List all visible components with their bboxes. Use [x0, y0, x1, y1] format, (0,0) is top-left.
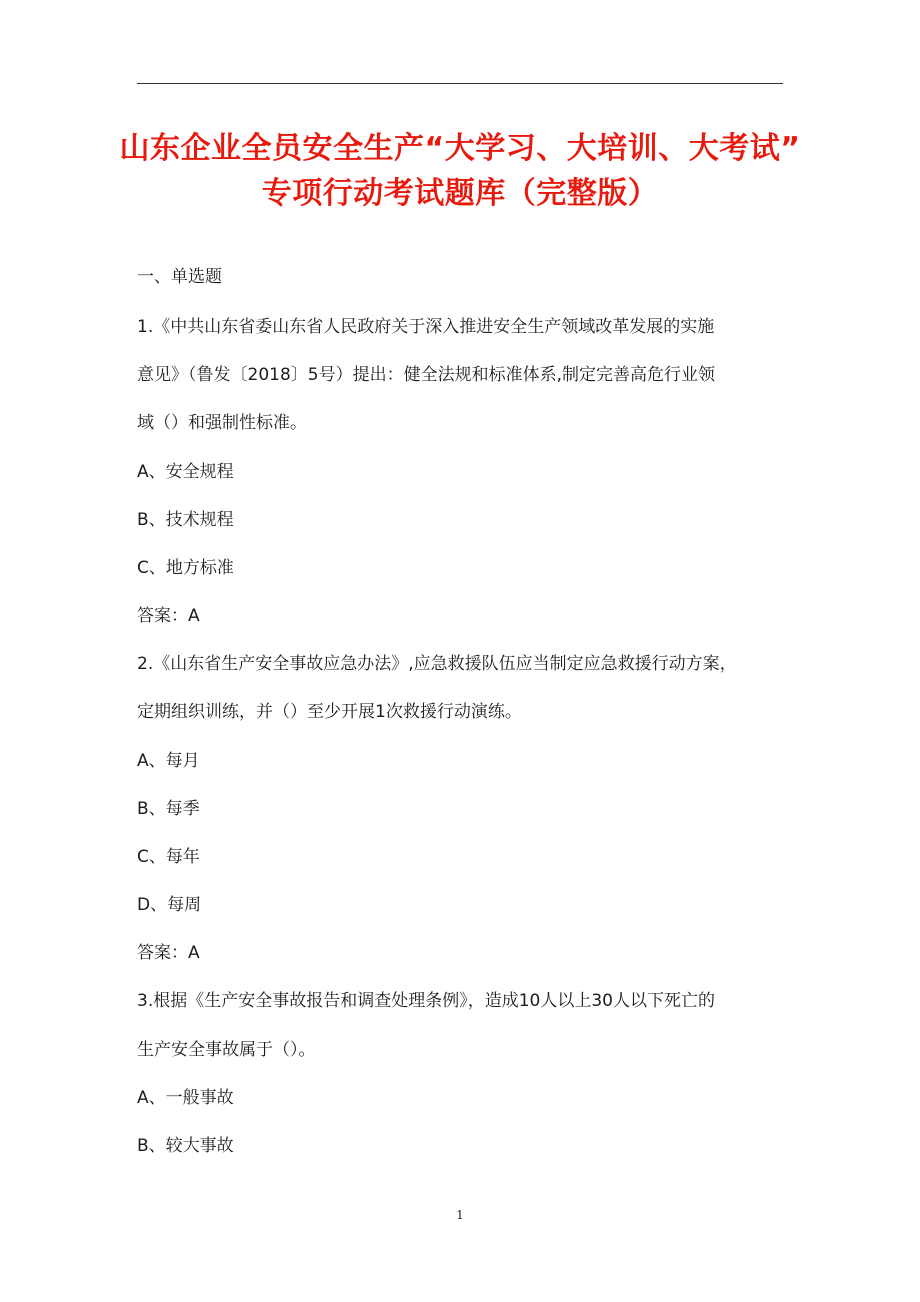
question-1-stem-line-1: 1.《中共山东省委山东省人民政府关于深入推进安全生产领域改革发展的实施 [137, 317, 715, 337]
question-1-stem-line-3: 域（）和强制性标准。 [137, 413, 307, 433]
question-2-option-b: B、每季 [137, 799, 200, 819]
question-3-stem-line-1: 3.根据《生产安全事故报告和调查处理条例》，造成10人以上30人以下死亡的 [137, 991, 715, 1011]
document-title-line-2: 专项行动考试题库（完整版） [261, 176, 659, 211]
section-heading: 一、单选题 [137, 267, 222, 287]
question-2-option-d: D、每周 [137, 895, 202, 915]
question-1-option-b: B、技术规程 [137, 510, 234, 530]
document-title-line-1: 山东企业全员安全生产“大学习、大培训、大考试” [119, 131, 801, 166]
question-2-stem-line-2: 定期组织训练，并（）至少开展1次救援行动演练。 [137, 702, 522, 722]
question-1-option-a: A、安全规程 [137, 462, 234, 482]
question-2-answer: 答案：A [137, 943, 200, 963]
question-3-option-a: A、一般事故 [137, 1088, 234, 1108]
question-1-stem-line-2: 意见》（鲁发〔2018〕5号）提出：健全法规和标准体系,制定完善高危行业领 [137, 365, 715, 385]
question-2-option-c: C、每年 [137, 847, 200, 867]
header-rule [137, 83, 783, 84]
question-2-stem-line-1: 2.《山东省生产安全事故应急办法》,应急救援队伍应当制定应急救援行动方案， [137, 654, 737, 674]
question-2-option-a: A、每月 [137, 751, 200, 771]
question-3-stem-line-2: 生产安全事故属于（）。 [137, 1040, 316, 1060]
question-1-option-c: C、地方标准 [137, 558, 234, 578]
page-number: 1 [456, 1208, 464, 1222]
question-1-answer: 答案：A [137, 606, 200, 626]
question-3-option-b: B、较大事故 [137, 1136, 234, 1156]
